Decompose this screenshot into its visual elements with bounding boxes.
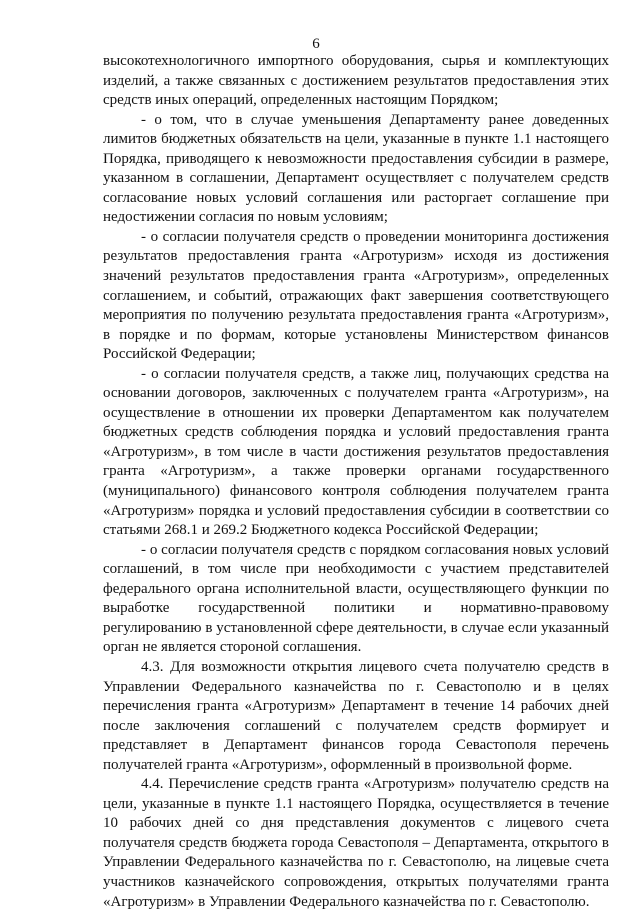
paragraph-4-4: 4.4. Перечисление средств гранта «Агротуризм» получателю средств на цели, указанные в пункте 1.1 настоящего Порядка, осуществляется в течение 10 рабочих дней со дня представления документов с лицевого счета получателя средств бюджета города Севастополя – Департамента, открытого в Управлении Федерального казначейства по г. Севастополю, на лицевые счета участников казначейского сопровождения, открытых получателями гранта «Агротуризм» в Управлении Федерального казначейства по г. Севастополю. [103,776,609,910]
paragraph-inspection-consent: - о согласии получателя средств, а также лиц, получающих средства на основании договоров, заключенных с получателем гранта «Агротуризм», на осуществление в отношении их проверки Департаментом как получателем бюджетных средств соблюдения порядка и условий предоставления гранта «Агротуризм», в том числе в части достижения результатов предоставления гранта «Агротуризм», а также проверки органами государственного (муниципального) финансового контроля соблюдения получателем гранта «Агротуризм» порядка и условий предоставления субсидии в соответствии со статьями 268.1 и 269.2 Бюджетного кодекса Российской Федерации; [103,365,609,539]
paragraph-new-conditions-consent: - о согласии получателя средств с порядком согласования новых условий соглашений, в том числе при необходимости с участием представителей федерального органа исполнительной власти, осуществляющего функции по выработке государственной политики и нормативно-правовому регулированию в установленной сфере деятельности, в случае если указанный орган не является стороной соглашения. [103,541,609,656]
paragraph-continuation: высокотехнологичного импортного оборудования, сырья и комплектующих изделий, а также связанных с достижением результатов предоставления этих средств иных операций, определенных настоящим Порядком; [103,53,609,109]
paragraph-monitoring-consent: - о согласии получателя средств о проведении мониторинга достижения результатов предоставления гранта «Агротуризм» исходя из достижения значений результатов предоставления гранта «Агротуризм», определенных соглашением, и событий, отражающих факт завершения соответствующего мероприятия по получению результата предоставления гранта «Агротуризм», в порядке и по формам, которые установлены Министерством финансов Российской Федерации; [103,228,609,363]
paragraph-limits-reduction: - о том, что в случае уменьшения Департаменту ранее доведенных лимитов бюджетных обязательств на цели, указанные в пункте 1.1 настоящего Порядка, приводящего к невозможности предоставления субсидии в размере, указанном в соглашении, Департамент осуществляет с получателем средств согласование новых условий соглашения или расторгает соглашение при недостижении согласия по новым условиям; [103,111,609,226]
page-number: 6 [312,36,320,52]
document-body [103,52,609,912]
paragraph-4-3: 4.3. Для возможности открытия лицевого счета получателю средств в Управлении Федерального казначейства по г. Севастополю и в целях перечисления гранта «Агротуризм» Департамент в течение 14 рабочих дней после заключения соглашений с получателем средств формирует и представляет в Департамент финансов города Севастополя перечень получателей гранта «Агротуризм», оформленный в произвольной форме. [103,658,609,773]
